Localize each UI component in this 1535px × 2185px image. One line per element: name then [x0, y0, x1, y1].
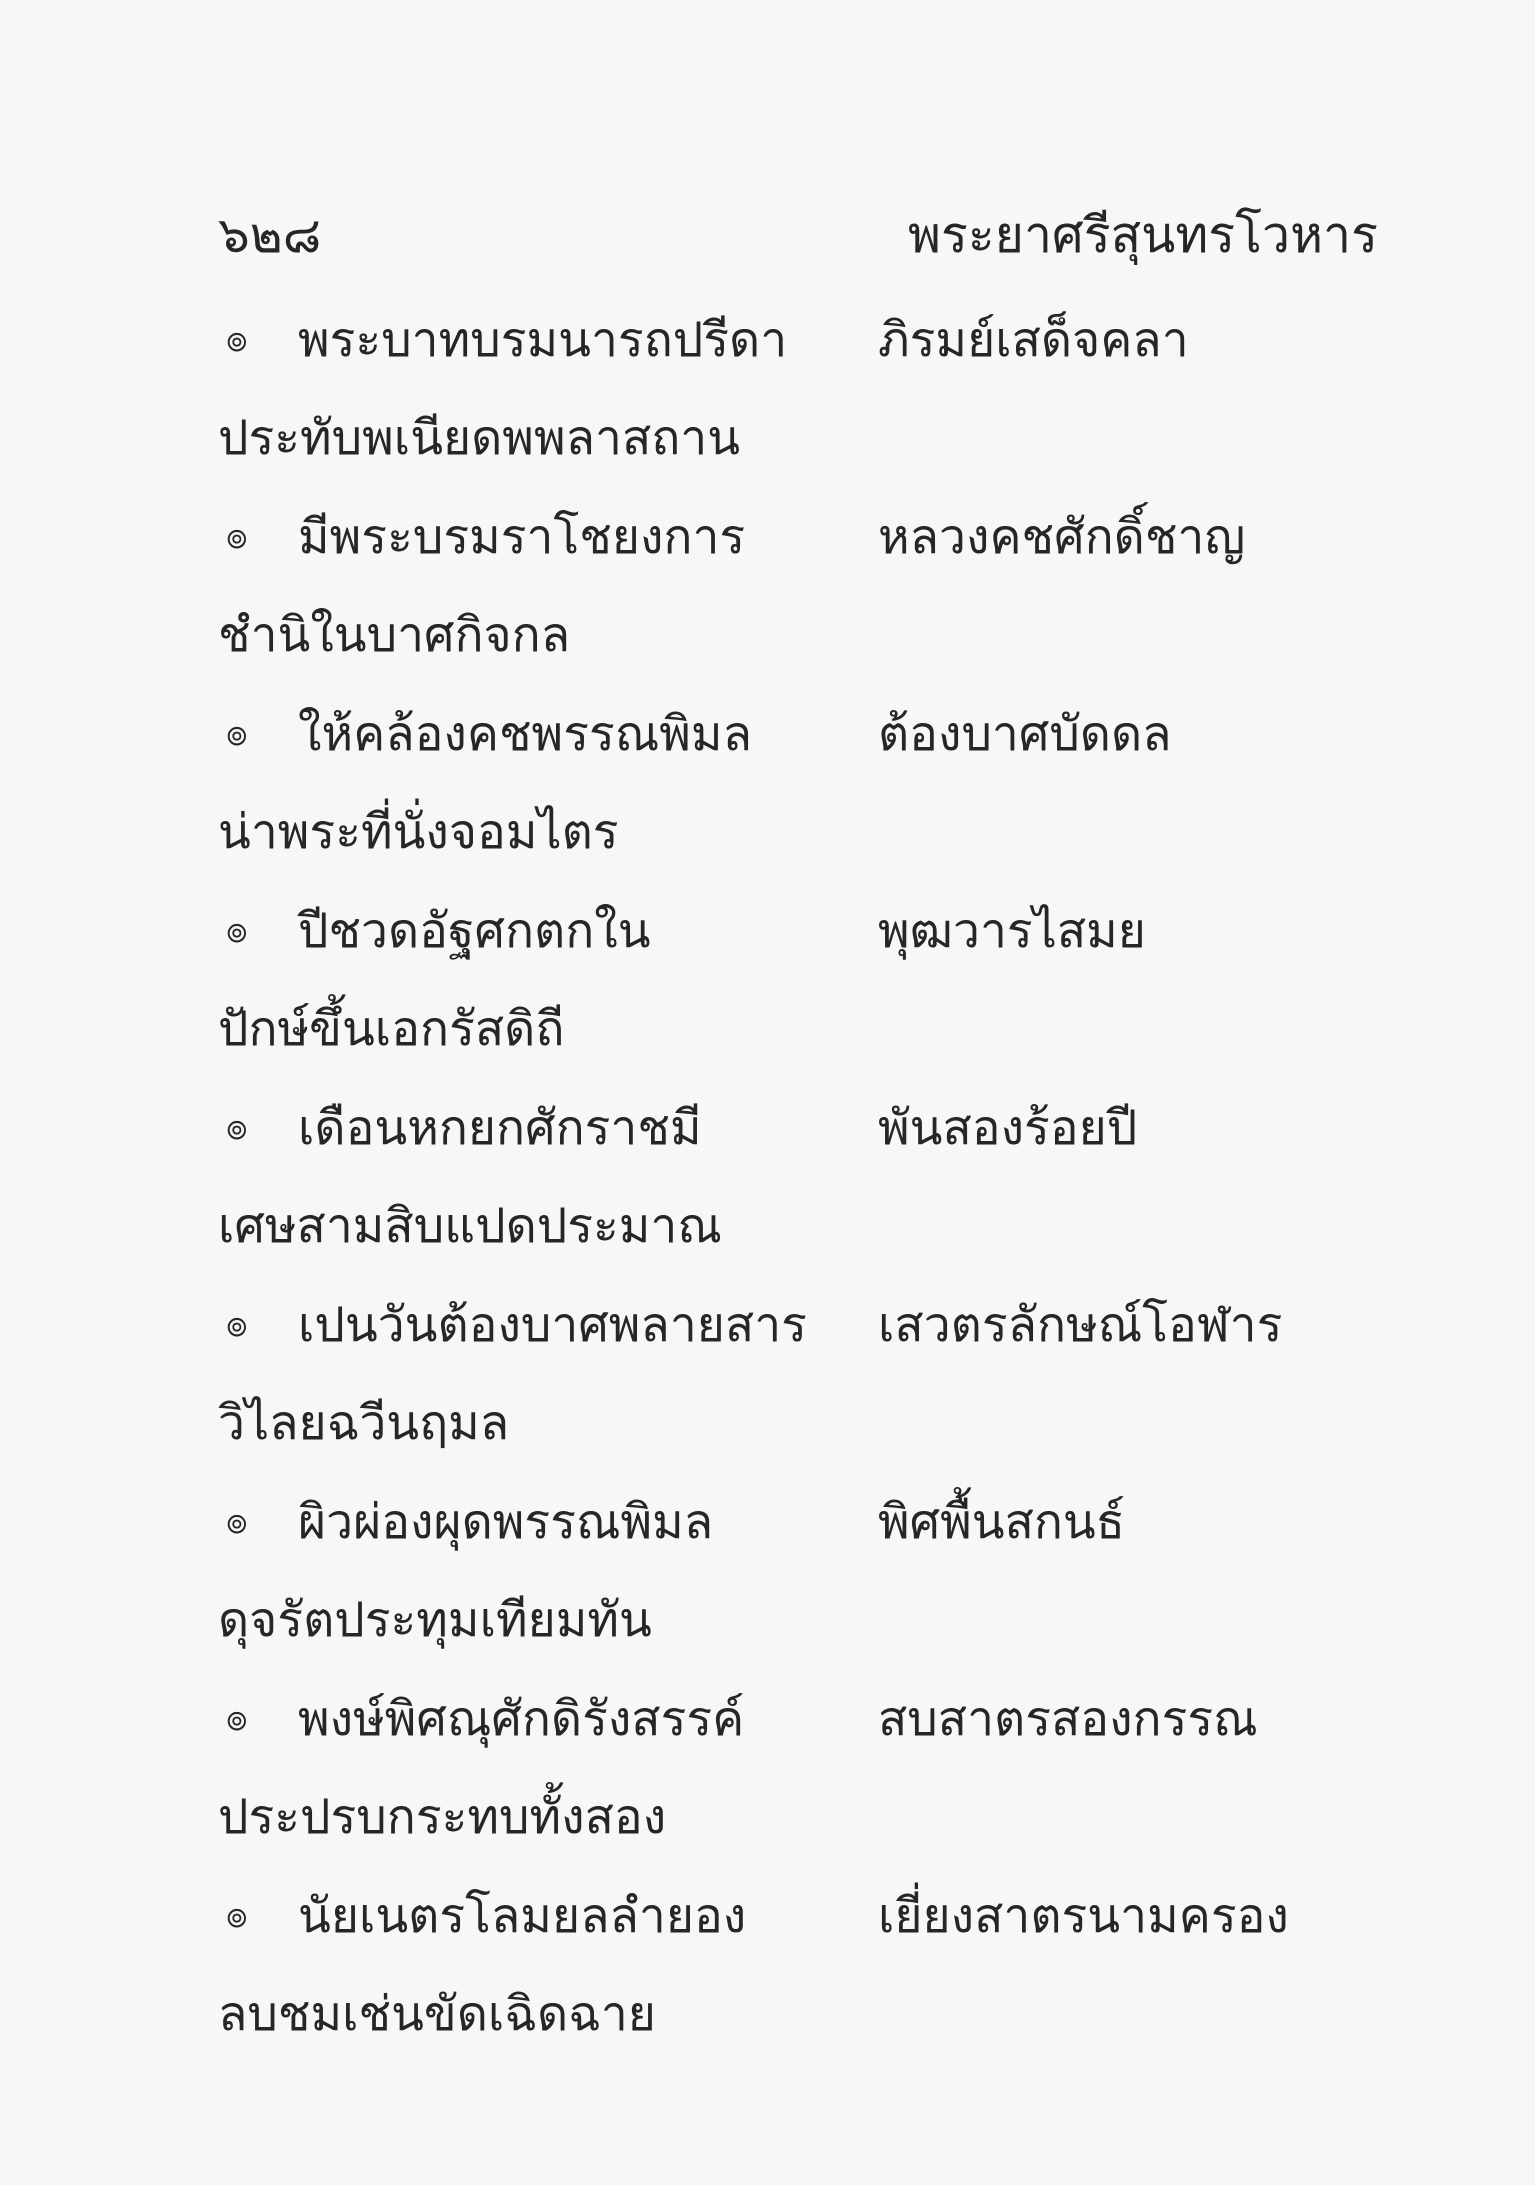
stanza: [218, 1881, 1378, 2078]
verse-wak-3: ดุจรัตประทุมเทียมทัน: [218, 1592, 652, 1648]
stanza-first-line: [218, 699, 1378, 769]
verse-wak-3: น่าพระที่นั่งจอมไตร: [218, 804, 619, 860]
verse-wak-3: วิไลยฉวีนฤมล: [218, 1395, 510, 1451]
running-title: พระยาศรีสุนทรโวหาร: [908, 206, 1378, 264]
stanza-first-line: [218, 1487, 1378, 1557]
verse-wak-3: เศษสามสิบแปดประมาณ: [218, 1198, 722, 1254]
verse-wak-1: นัยเนตรโลมยลลำยอง: [298, 1888, 747, 1944]
stanza-bullet: ๏: [226, 1698, 248, 1739]
stanza: [218, 1684, 1378, 1881]
verse-wak-3: ประปรบกระทบทั้งสอง: [218, 1789, 667, 1845]
stanza: [218, 1290, 1378, 1487]
verse-wak-1: มีพระบรมราโชยงการ: [298, 509, 746, 565]
stanza: [218, 896, 1378, 1093]
verse-wak-2: สบสาตรสองกรรณ: [878, 1691, 1258, 1747]
verse-wak-1: ปีชวดอัฐศกตกใน: [298, 903, 651, 959]
verse-wak-3: ชำนิในบาศกิจกล: [218, 607, 571, 663]
stanza-first-line: [218, 502, 1378, 572]
verse-wak-2: หลวงคชศักดิ์ชาญ: [878, 509, 1246, 565]
stanza-first-line: [218, 1881, 1378, 1951]
stanza-first-line: [218, 1093, 1378, 1163]
verse-wak-3: ปักษ์ขึ้นเอกรัสดิถี: [218, 1001, 565, 1057]
verse-wak-1: ให้คล้องคชพรรณพิมล: [298, 706, 752, 762]
stanza: [218, 699, 1378, 896]
stanza: [218, 305, 1378, 502]
stanza-bullet: ๏: [226, 1895, 248, 1936]
verse-wak-2: ต้องบาศบัดดล: [878, 706, 1172, 762]
stanza-first-line: [218, 305, 1378, 375]
verse-wak-2: พันสองร้อยปี: [878, 1100, 1138, 1156]
verse-wak-1: พงษ์พิศณุศักดิรังสรรค์: [298, 1691, 745, 1747]
stanza-bullet: ๏: [226, 713, 248, 754]
stanza-first-line: [218, 1290, 1378, 1360]
stanza-bullet: ๏: [226, 910, 248, 951]
verse-wak-2: พุฒวารไสมย: [878, 903, 1146, 959]
verse-wak-2: เยี่ยงสาตรนามครอง: [878, 1888, 1289, 1944]
verse-wak-2: ภิรมย์เสด็จคลา: [878, 312, 1189, 368]
stanza: [218, 1093, 1378, 1290]
stanza-first-line: [218, 1684, 1378, 1754]
verse-wak-3: ประทับพเนียดพพลาสถาน: [218, 410, 741, 466]
stanza-bullet: ๏: [226, 1501, 248, 1542]
stanza-bullet: ๏: [226, 1107, 248, 1148]
stanza-bullet: ๏: [226, 319, 248, 360]
verse-wak-1: เดือนหกยกศักราชมี: [298, 1100, 702, 1156]
verse-wak-3: ลบชมเช่นขัดเฉิดฉาย: [218, 1986, 656, 2042]
stanza-bullet: ๏: [226, 516, 248, 557]
page-number: ๖๒๘: [218, 206, 322, 264]
verse-wak-1: เปนวันต้องบาศพลายสาร: [298, 1297, 807, 1353]
stanza-bullet: ๏: [226, 1304, 248, 1345]
verse-wak-2: พิศพื้นสกนธ์: [878, 1494, 1126, 1550]
stanza: [218, 502, 1378, 699]
verse-wak-2: เสวตรลักษณ์โอฬาร: [878, 1297, 1283, 1353]
verse-wak-1: ผิวผ่องผุดพรรณพิมล: [298, 1494, 714, 1550]
verse-wak-1: พระบาทบรมนารถปรีดา: [298, 312, 788, 368]
poem-body: [218, 305, 1378, 2078]
stanza: [218, 1487, 1378, 1684]
page-header: [218, 200, 1378, 270]
stanza-first-line: [218, 896, 1378, 966]
